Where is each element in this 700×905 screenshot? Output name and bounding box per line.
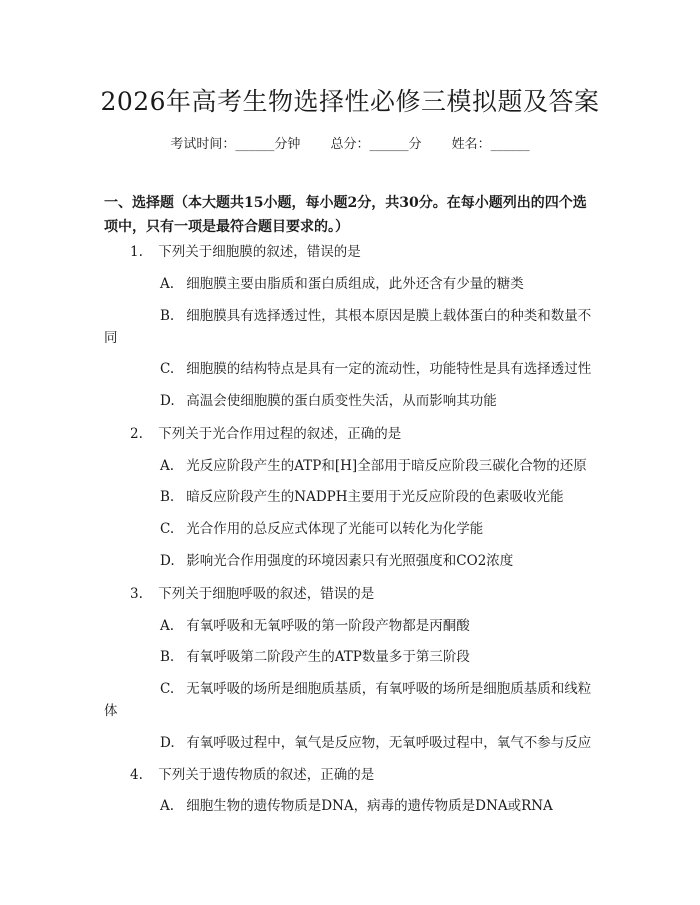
option-1-d	[160, 392, 497, 410]
page-title: 2026年高考生物选择性必修三模拟题及答案	[100, 87, 600, 116]
option-letter: A.	[160, 458, 175, 474]
option-3-d	[160, 734, 591, 752]
option-letter: A.	[160, 798, 175, 814]
option-text: 光合作用的总反应式体现了光能可以转化为化学能	[186, 521, 484, 537]
option-3-c	[160, 680, 591, 698]
question-1	[130, 243, 361, 261]
name-field: 姓名：______	[451, 137, 530, 152]
option-letter: B.	[160, 649, 175, 665]
option-1-c	[160, 360, 591, 378]
question-4	[130, 766, 374, 784]
question-3	[130, 585, 374, 603]
option-3-a	[160, 617, 470, 635]
option-text: 细胞膜具有选择透过性，其根本原因是膜上载体蛋白的种类和数量不	[186, 308, 592, 324]
option-1-a	[160, 275, 524, 293]
option-2-d	[160, 552, 513, 570]
question-number: 3.	[130, 586, 143, 602]
question-text: 下列关于细胞呼吸的叙述，错误的是	[158, 586, 375, 602]
exam-meta	[0, 133, 700, 152]
option-letter: D.	[160, 553, 175, 569]
option-letter: A.	[160, 276, 175, 292]
option-text: 无氧呼吸的场所是细胞质基质，有氧呼吸的场所是细胞质基质和线粒	[186, 681, 592, 697]
option-letter: C.	[160, 521, 175, 537]
option-3-c-wrap: 体	[104, 703, 118, 719]
option-letter: A.	[160, 618, 175, 634]
section-heading: 一、选择题（本大题共15小题，每小题2分，共30分。在每小题列出的四个选项中，只有一项是最符合题目要求的。）	[104, 195, 587, 235]
option-letter: B.	[160, 489, 175, 505]
option-text: 细胞膜主要由脂质和蛋白质组成，此外还含有少量的糖类	[186, 276, 524, 292]
option-text: 光反应阶段产生的ATP和[H]全部用于暗反应阶段三碳化合物的还原	[186, 458, 587, 474]
option-letter: C.	[160, 681, 175, 697]
question-text: 下列关于细胞膜的叙述，错误的是	[158, 244, 361, 260]
question-number: 1.	[130, 244, 143, 260]
option-letter: C.	[160, 361, 175, 377]
option-text: 有氧呼吸和无氧呼吸的第一阶段产物都是丙酮酸	[186, 618, 470, 634]
option-text: 细胞膜的结构特点是具有一定的流动性，功能特性是具有选择透过性	[186, 361, 592, 377]
option-letter: B.	[160, 308, 175, 324]
option-2-a	[160, 457, 587, 475]
question-2	[130, 425, 401, 443]
option-text: 高温会使细胞膜的蛋白质变性失活，从而影响其功能	[186, 393, 497, 409]
total-score-field: 总分：______分	[330, 137, 422, 152]
option-text: 有氧呼吸第二阶段产生的ATP数量多于第三阶段	[186, 649, 470, 665]
option-text: 暗反应阶段产生的NADPH主要用于光反应阶段的色素吸收光能	[186, 489, 564, 505]
option-letter: D.	[160, 393, 175, 409]
option-4-a	[160, 797, 553, 815]
option-3-b	[160, 648, 470, 666]
option-1-b-wrap: 同	[104, 330, 118, 346]
option-letter: D.	[160, 735, 175, 751]
question-number: 2.	[130, 426, 143, 442]
option-1-b	[160, 307, 591, 325]
question-text: 下列关于光合作用过程的叙述，正确的是	[158, 426, 402, 442]
exam-time-field: 考试时间：______分钟	[170, 137, 301, 152]
option-2-c	[160, 520, 483, 538]
option-2-b	[160, 488, 564, 506]
question-text: 下列关于遗传物质的叙述，正确的是	[158, 767, 375, 783]
option-text: 影响光合作用强度的环境因素只有光照强度和CO2浓度	[186, 553, 514, 569]
question-number: 4.	[130, 767, 143, 783]
option-text: 细胞生物的遗传物质是DNA，病毒的遗传物质是DNA或RNA	[186, 798, 553, 814]
option-text: 有氧呼吸过程中，氧气是反应物，无氧呼吸过程中，氧气不参与反应	[186, 735, 592, 751]
